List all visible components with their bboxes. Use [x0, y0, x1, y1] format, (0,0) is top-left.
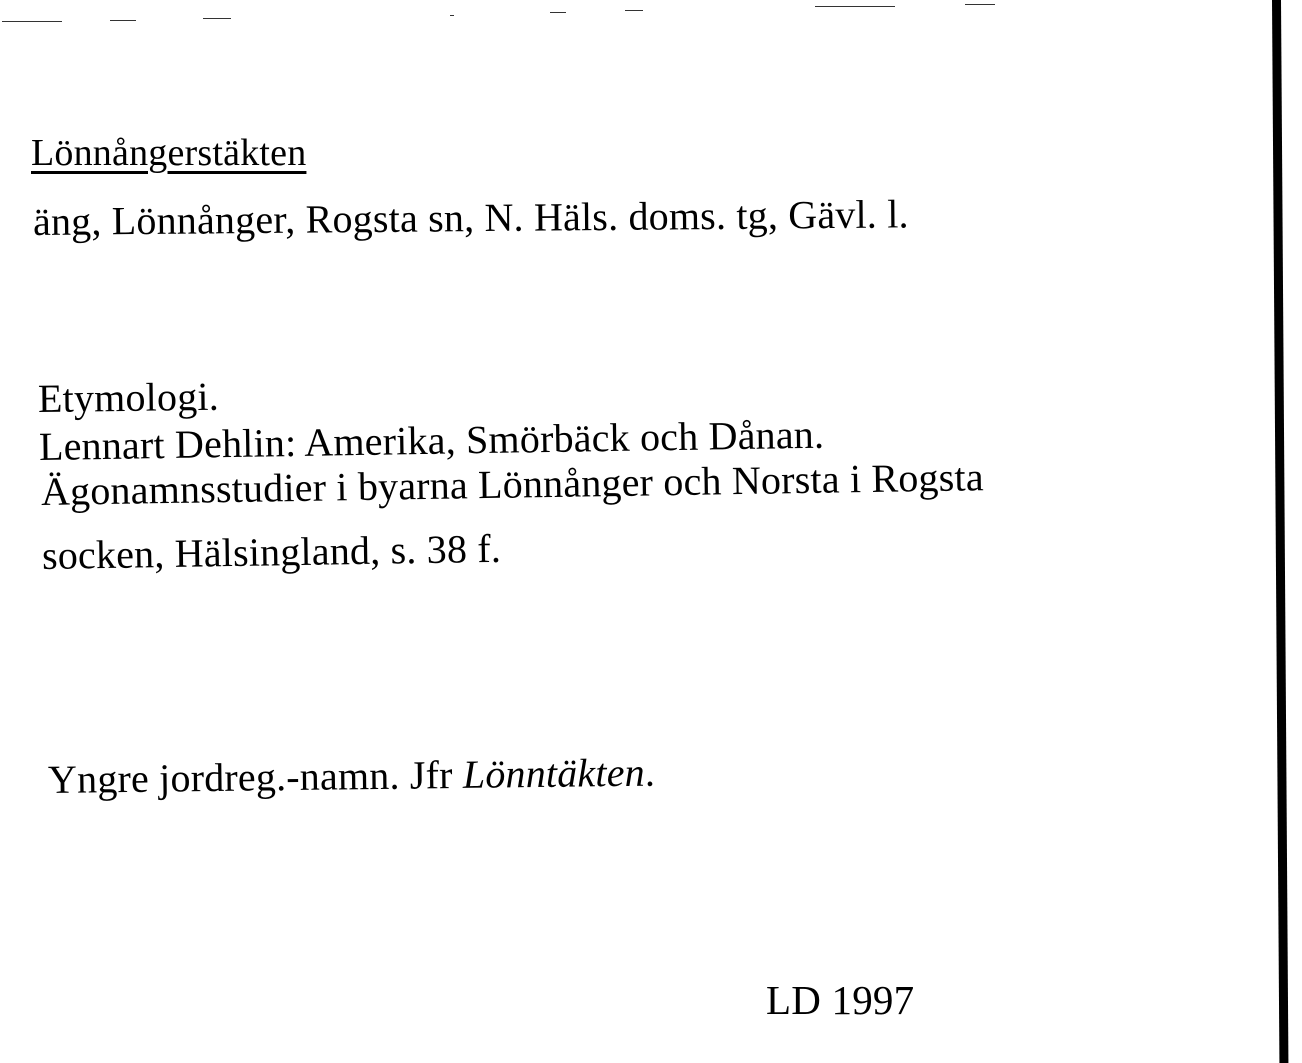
scan-speck	[815, 6, 895, 7]
scan-noise	[0, 0, 1000, 24]
note	[48, 751, 656, 802]
etymology-reference-line: socken, Hälsingland, s. 38 f.	[41, 525, 502, 578]
scan-speck	[203, 18, 231, 19]
scan-speck	[450, 15, 454, 16]
scan-speck	[2, 21, 62, 22]
definition: äng, Lönnånger, Rogsta sn, N. Häls. doms. tg, Gävl. l.	[32, 191, 909, 244]
etymology-heading: Etymologi.	[37, 373, 220, 421]
note-suffix: .	[644, 749, 656, 795]
etymology-reference-line: Ägonamnsstudier i byarna Lönnånger och Norsta i Rogsta	[40, 454, 985, 514]
etymology-reference-line: Lennart Dehlin: Amerika, Smörbäck och Dånan.	[38, 411, 825, 469]
note-reference: Lönntäkten	[462, 749, 646, 797]
scan-speck	[550, 12, 566, 13]
signature: LD 1997	[766, 977, 915, 1023]
scan-edge-border	[1272, 0, 1288, 1063]
scan-speck	[625, 10, 643, 11]
scan-speck	[965, 4, 995, 5]
headword: Lönnångerstäkten	[31, 132, 307, 174]
note-prefix: Yngre jordreg.-namn. Jfr	[47, 751, 464, 802]
scan-speck	[110, 20, 136, 21]
